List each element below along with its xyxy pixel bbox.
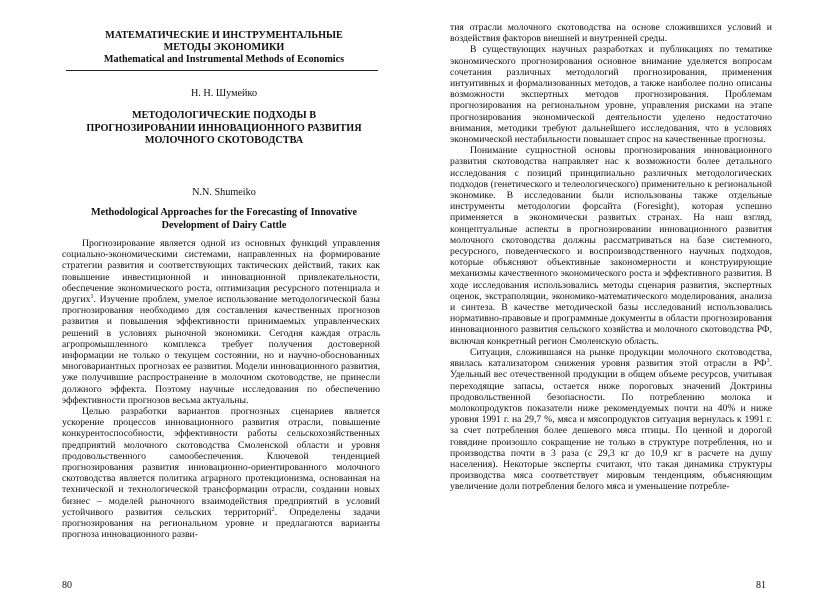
paragraph: тия отрасли молочного скотоводства на основе сложившихся условий и воздействия факторов внешней и внутренней среды. [450, 22, 772, 45]
paragraph-text: . Определены задачи прогнозирования на региональном уровне и предлагаются варианты прогноза инновационного разви- [62, 506, 381, 541]
paragraph-text: Прогнозирование является одной из основных функций управления социально-экономическими системами, направленных на формирование стратегии развития и соответствующих тактических действий, таких как повышение инвестиционной и инновационной привлекательности, обеспечение экономического роста, оптимизация ресурсного потенциала и других [62, 238, 380, 306]
paragraph [450, 347, 772, 493]
paragraph-text: . Изучение проблем, умелое использование методологической базы прогнозирования необходимо для составления качественных прогнозов развития и повышения эффективности принимаемых управленческих решений в условиях рыночной экономики. Сегодня каждая отрасль агропромышленного комплекса требует получения достоверной информации не только о текущем состоянии, но и научно-обоснованных многовариантных прогнозах ее развития. Модели инновационного развития, уже получившие распространение в молочном скотоводстве, не принесли должного эффекта. Поэтому научные исследования по обеспечению эффективности прогнозов весьма актуальны. [62, 294, 380, 406]
paragraph: Понимание сущностной основы прогнозирования инновационного развития скотоводства направляет нас к возможности более детального исследования с позиций принципиально различных методологических подходов (генетического и телеологического) применительно к региональной экономике. В исследовании были использованы также отдельные инструменты методологии форсайта (Foresight), которая успешно применяется в экономически развитых странах. На наш взгляд, концептуальные аспекты в прогнозировании инновационного развития молочного скотоводства должны рассматриваться на базе системного, ресурсного, поведенческого и воспроизводственного научных подходов, которые объясняют объективные закономерности и конструирующие механизмы качественного экономического роста и эффективного развития. В ходе исследования использовались методы сценария развития, экспертных оценок, экстраполяции, экономико-математического моделирования, анализа и синтеза. В качестве методической базы исследований использовались нормативно-правовые и программные документы в области прогнозирования инновационного развития сельского хозяйства и молочного скотоводства РФ, включая конкретный регион Смоленскую область. [450, 145, 772, 347]
paragraph: В существующих научных разработках и публикациях по тематике экономического прогнозирования основное внимание уделяется вопросам сочетания различных методологий прогнозирования, применения интуитивных и формализованных методов, а также наиболее полно описаны возможности экспертных методов прогнозирования. Проблемам прогнозирования на региональном уровне, управления рисками на этапе прогнозирования экономической деятельности уделено недостаточно внимания, методики требуют дальнейшего исследования, что в условиях экономической нестабильности повышает спрос на качественные прогнозы. [450, 44, 772, 146]
title-en-line-1: Methodological Approaches for the Forecasting of Innovative [91, 207, 357, 218]
footnote-ref: 3 [766, 357, 770, 364]
paragraph-text: Целью разработки вариантов прогнозных сценариев является ускорение процессов инновационного развития отрасли, повышение конкурентоспособности, эффективности работы сельскохозяйственных предприятий молочного скотоводства Смоленской области и уровня продовольственного самообеспечения. Ключевой тенденцией прогнозирования развития инновационно-ориентированного молочного скотоводства является политика аграрного протекционизма, основанная на технической и технологической трансформации отрасли, создании новых бизнес – моделей рыночного взаимодействия предприятий в условий устойчивого развития сельских территорий [62, 406, 380, 518]
title-ru-line-2: ПРОГНОЗИРОВАНИИ ИННОВАЦИОННОГО РАЗВИТИЯ [86, 122, 362, 134]
page-number: 80 [62, 580, 72, 591]
paragraph-text: Ситуация, сложившаяся на рынке продукции молочного скотоводства, явилась катализатором снижения уровня развития этой отрасли в РФ [450, 346, 772, 370]
right-body-text [450, 22, 772, 493]
paragraph-text: . Удельный вес отечественной продукции в общем объеме ресурсов, учитывая переходящие запасы, остается ниже пороговых значений Доктрины продовольственной безопасности. По потреблению молока и молокопродуктов показатели ниже рекомендуемых почти на 40% и ниже уровня 1991 г. на 29,7 %, мяса и мясопродуктов ситуация вернулась к 1991 г. за счет потребления более дешевого мяса птицы. По ценной и дорогой говядине произошло сокращение не только в структуре потребления, но и производства почти в 3 раза (с 29,3 кг до 10,9 кг в расчете на душу населения). Некоторые эксперты считают, что такая динамика структуры производства мяса соответствует мировым тенденциям, объясняющим увеличение доли потребления белого мяса и уменьшение потребле- [450, 358, 772, 493]
left-body-text [62, 238, 380, 540]
paragraph [62, 238, 380, 406]
section-heading-ru-line-2: МЕТОДЫ ЭКОНОМИКИ [163, 42, 285, 53]
paragraph [62, 406, 380, 540]
author-ru: Н. Н. Шумейко [190, 88, 258, 99]
section-heading-en: Mathematical and Instrumental Methods of Economics [103, 54, 345, 65]
author-en: N.N. Shumeiko [192, 187, 256, 198]
title-ru-line-1: МЕТОДОЛОГИЧЕСКИЕ ПОДХОДЫ В [131, 110, 317, 121]
page-number: 81 [756, 580, 766, 591]
title-ru-line-3: МОЛОЧНОГО СКОТОВОДСТВА [144, 135, 304, 146]
footnote-ref: 1 [90, 293, 94, 300]
article-title-ru [64, 110, 384, 148]
section-heading [64, 30, 384, 66]
title-en-line-2: Development of Dairy Cattle [161, 219, 287, 231]
section-heading-ru-line-1: МАТЕМАТИЧЕСКИЕ И ИНСТРУМЕНТАЛЬНЫЕ [105, 30, 343, 41]
right-page [410, 0, 820, 609]
section-divider [66, 70, 378, 71]
footnote-ref: 2 [271, 506, 275, 513]
article-title-en [64, 207, 384, 232]
